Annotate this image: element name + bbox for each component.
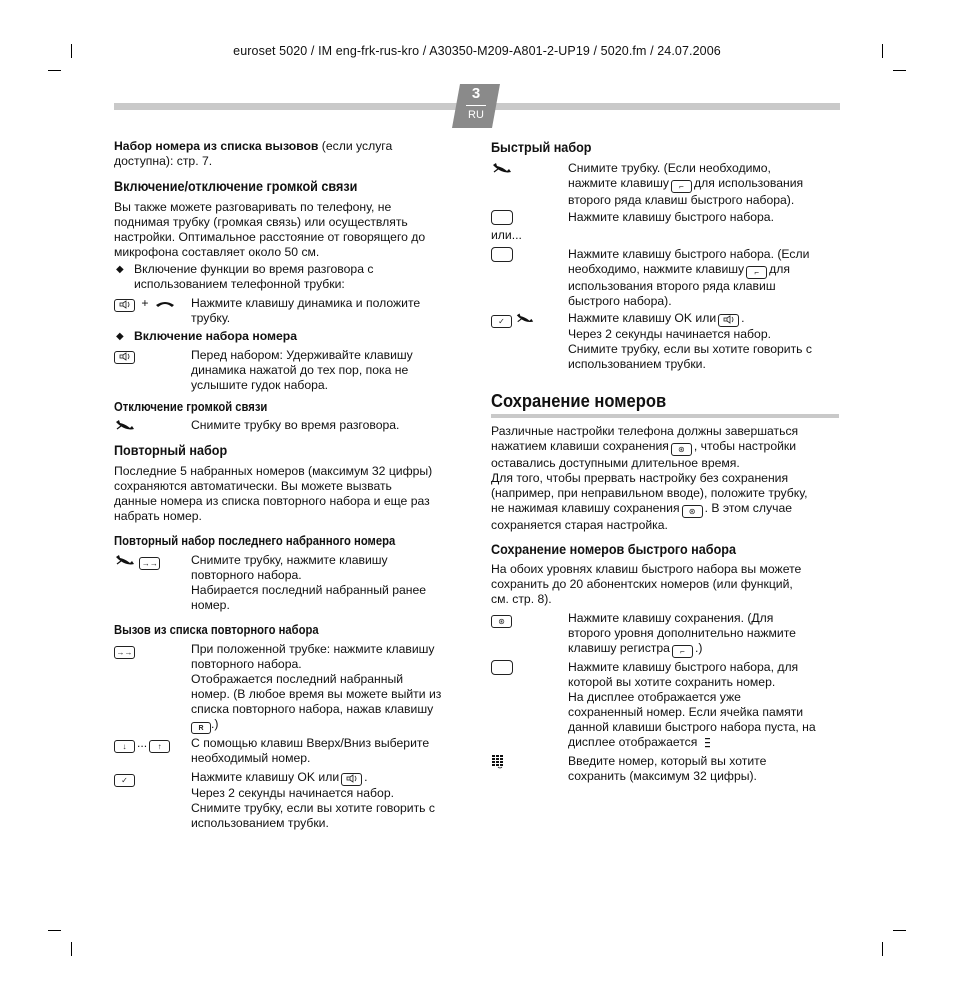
- crop-mark: [893, 70, 906, 71]
- redial-list-title: Вызов из списка повторного набора: [114, 623, 319, 637]
- shift-key-icon: ⌐: [672, 645, 693, 658]
- speaker-key-icon: [341, 773, 362, 786]
- speaker-paragraph: Вы также можете разговаривать по телефону, не поднимая трубку (громкая связь) или осуществлять настройки. Оптимальное расстояние от говорящего до микрофона составляет около 50 см.: [114, 200, 426, 259]
- page-tab-rule: [466, 105, 486, 106]
- shift-key-icon: ⌐: [671, 180, 692, 193]
- intro-rest: (если услуга: [318, 139, 393, 153]
- handset-up-icon: [114, 419, 136, 435]
- bullet-diamond-icon: ◆: [116, 264, 124, 275]
- speaker-key-icon: [718, 314, 739, 327]
- intro-bold: Набор номера из списка вызовов: [114, 139, 319, 153]
- up-key-icon: ↑: [149, 740, 170, 753]
- handset-up-icon: [515, 312, 535, 328]
- save-key-icon: ⊛: [682, 505, 703, 518]
- redial-key-icon: →→: [114, 646, 135, 659]
- page-number: 3: [471, 85, 481, 102]
- crop-mark: [882, 942, 883, 956]
- page-language: RU: [468, 109, 484, 121]
- save-key-icon: ⊛: [491, 615, 512, 628]
- crop-mark: [48, 930, 61, 931]
- empty-memory-icon: [705, 737, 711, 752]
- ok-key-icon: ✓: [114, 774, 135, 787]
- redial-last-title: Повторный набор последнего набранного номера: [114, 534, 396, 548]
- intro-paragraph: [114, 139, 464, 169]
- header-bar-left: [114, 103, 460, 110]
- save-key-icon: ⊛: [671, 443, 692, 456]
- key-range-dots: ...: [137, 736, 148, 750]
- save-speed-paragraph: На обоих уровнях клавиш быстрого набора вы можете сохранить до 20 абонентских номеров (или функций, см. стр. 8).: [491, 562, 802, 606]
- intro-line2: доступна): стр. 7.: [114, 154, 213, 168]
- handset-up-icon: [114, 554, 136, 570]
- plus-sign: +: [141, 296, 149, 310]
- down-key-icon: ↓: [114, 740, 135, 753]
- redial-paragraph: Последние 5 набранных номеров (максимум 32 цифры) сохраняются автоматически. Вы можете вызвать данные номера из списка повторного набора и еще раз набрать номер.: [114, 464, 433, 523]
- header-bar-right: [494, 103, 840, 110]
- r-key-icon: R: [191, 722, 211, 734]
- speaker-key-icon: [114, 299, 135, 312]
- save-paragraph-1: Различные настройки телефона должны завершаться нажатием клавиши сохранения ⊛ , чтобы настройки оставались доступными длительное время.: [491, 424, 799, 470]
- redial-key-icon: →→: [139, 557, 160, 570]
- crop-mark: [71, 942, 72, 956]
- speaker-off-title: Отключение громкой связи: [114, 400, 268, 414]
- bullet-diamond-icon: ◆: [116, 331, 124, 342]
- redial-title: Повторный набор: [114, 442, 228, 458]
- document-header: euroset 5020 / IM eng-frk-rus-kro / A30350-M209-A801-2-UP19 / 5020.fm / 24.07.2006: [233, 44, 721, 58]
- speed-dial-key-icon: [491, 660, 513, 675]
- save-paragraph-2: Для того, чтобы прервать настройку без сохранения (например, при неправильном вводе), положите трубку, не нажимая клавишу сохранения ⊛ . В этом случае сохраняется старая настройка.: [491, 471, 808, 532]
- speaker-key-icon: [114, 351, 135, 364]
- speed-dial-title: Быстрый набор: [491, 139, 592, 155]
- keypad-icon: [491, 754, 505, 774]
- handset-up-icon: [491, 162, 513, 178]
- ok-key-icon: ✓: [491, 315, 512, 328]
- or-label: или...: [491, 228, 522, 242]
- save-title-rule: [491, 414, 839, 418]
- crop-mark: [893, 930, 906, 931]
- speed-dial-key-icon: [491, 247, 513, 262]
- handset-down-icon: [155, 298, 175, 313]
- shift-key-icon: ⌐: [746, 266, 767, 279]
- speaker-title: Включение/отключение громкой связи: [114, 178, 358, 194]
- save-speed-title: Сохранение номеров быстрого набора: [491, 541, 736, 557]
- speed-dial-key-icon: [491, 210, 513, 225]
- save-title: Сохранение номеров: [491, 391, 667, 411]
- crop-mark: [48, 70, 61, 71]
- page-tab: [452, 84, 500, 128]
